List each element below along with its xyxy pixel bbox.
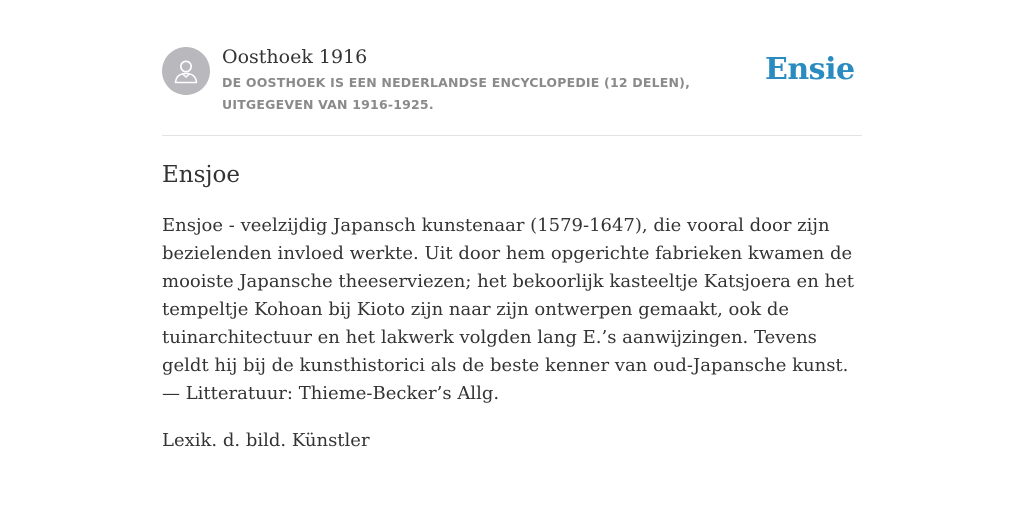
ensie-logo[interactable]: Ensie [765,52,855,87]
user-icon [171,56,201,86]
entry-title: Ensjoe [162,162,240,188]
entry-paragraph: Lexik. d. bild. Künstler [162,430,370,451]
entry-paragraph: Ensjoe - veelzijdig Japansch kunstenaar (1579-1647), die vooral door zijn bezielenden invloed werkte. Uit door hem opgerichte fabrieken kwamen de mooiste Japansche theeserviezen; het bekoorlijk kasteeltje Katsjoera en het tempeltje Kohoan bij Kioto zijn naar zijn ontwerpen gemaakt, ook de tuinarchitectuur en het lakwerk volgden lang E.’s aanwijzingen. Tevens geldt hij bij de kunsthistorici als de beste kenner van oud-Japansche kunst. — Litteratuur: Thieme-Becker’s Allg. [162,215,855,404]
divider [162,135,862,136]
entry-body [162,212,862,474]
source-name[interactable]: Oosthoek 1916 [222,46,368,68]
source-description: DE OOSTHOEK IS EEN NEDERLANDSE ENCYCLOPEDIE (12 DELEN), UITGEGEVEN VAN 1916-1925. [222,75,691,112]
avatar[interactable] [162,47,210,95]
